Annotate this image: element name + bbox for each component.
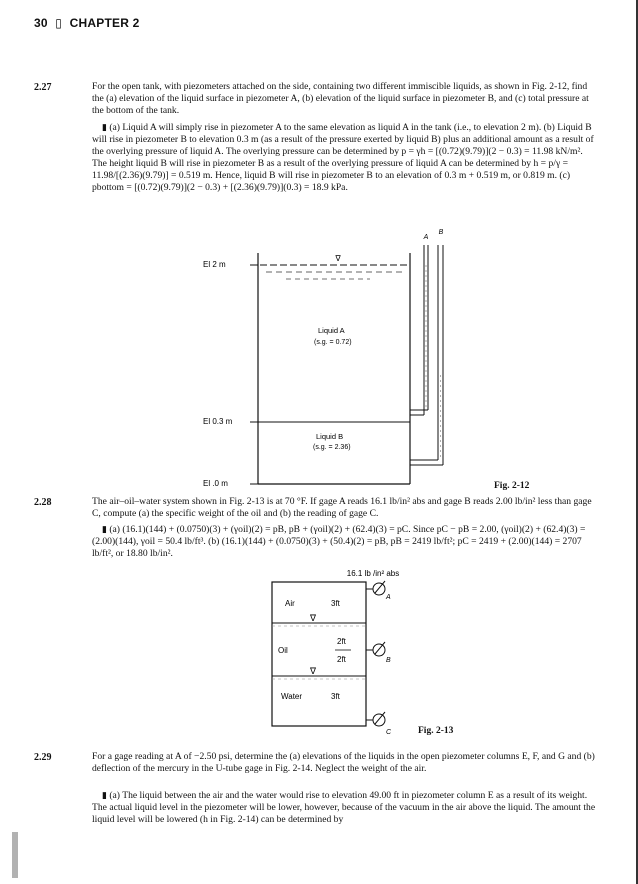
figure-2-13-label: Fig. 2-13	[418, 726, 454, 736]
piezometer-b-label: B	[438, 229, 444, 236]
solution-text: (a) The liquid between the air and the water would rise to elevation 49.00 ft in piezometer column E as a result of its weight. The actual liquid level in the piezometer will be lower, however, because of the vacuum in the air above the liquid. The amount the liquid level will be lowered (h in Fig. 2-14) can be determined by	[92, 790, 596, 825]
surface-symbol-icon: ∇	[335, 254, 341, 263]
chapter-title: CHAPTER 2	[69, 16, 140, 30]
gage-a-label: A	[386, 594, 391, 601]
oil-height-lower-label: 2ft	[337, 655, 346, 664]
elevation-0m-label: El .0 m	[203, 479, 228, 488]
scan-margin-mark	[12, 832, 18, 878]
solution-mark-icon: ▮	[102, 123, 107, 133]
problem-number-2-27: 2.27	[34, 82, 52, 93]
problem-number-2-28: 2.28	[34, 497, 52, 508]
problem-2-29-statement: For a gage reading at A of −2.50 psi, determine the (a) elevations of the liquids in the open piezometer columns E, F, and G and (b) deflection of the mercury in the U-tube gage in Fig. 2-14. Neglect the weight of the air.	[92, 751, 595, 774]
elevation-0-3m-label: El 0.3 m	[203, 417, 233, 426]
figure-2-12	[200, 225, 500, 490]
solution-text: (a) Liquid A will simply rise in piezometer A to the same elevation as liquid A in the tank (i.e., to elevation 2 m). (b) Liquid B will rise in piezometer B to elevation 0.3 m (as a result of the pressure exerted by liquid B) plus an additional amount as a result of the overlying pressure of liquid A. The overlying pressure can be determined by p = γh = [(0.72)(9.79)](2 − 0.3) = 11.98 kN/m². The height liquid B will rise in piezometer B as a result of the overlying pressure of liquid A can be determined by h = p/γ = 11.98/[(2.36)(9.79)] = 0.519 m. Hence, liquid B will rise in piezometer B to an elevation of 0.3 m + 0.519 m, or 0.819 m. (c) pbottom = [(0.72)(9.79)](2 − 0.3) + [(2.36)(9.79)](0.3) = 18.9 kPa.	[92, 122, 594, 193]
gage-a-reading: 16.1 lb /in² abs	[346, 569, 400, 578]
problem-2-27-solution	[92, 122, 596, 194]
elevation-2m-label: El 2 m	[203, 260, 226, 269]
gage-c-label: C	[386, 729, 392, 736]
solution-mark-icon: ▮	[102, 525, 107, 535]
figure-2-12-label: Fig. 2-12	[494, 481, 530, 491]
figure-2-12-drawing	[200, 225, 500, 490]
surface-symbol-icon: ∇	[309, 666, 317, 676]
page-header	[34, 16, 139, 30]
oil-height-upper-label: 2ft	[337, 637, 346, 646]
water-label: Water	[281, 692, 303, 701]
oil-label: Oil	[278, 646, 288, 655]
solution-text: (a) (16.1)(144) + (0.0750)(3) + (γoil)(2) = pB, pB + (γoil)(2) + (62.4)(3) = pC. Since pC − pB = 2.00, (γoil)(2) + (62.4)(3) = (2.00)(144), γoil = 50.4 lb/ft³. (b) (16.1)(144) + (0.0750)(3) + (50.4)(2) = pB, pB = 2419 lb/ft²; pC = 2419 + (2.00)(144) = 2707 lb/ft², or 18.80 lb/in².	[92, 524, 586, 559]
surface-symbol-icon: ∇	[309, 613, 317, 623]
water-height-label: 3ft	[331, 692, 340, 701]
page-number: 30	[34, 16, 48, 30]
problem-number-2-29: 2.29	[34, 752, 52, 763]
figure-2-13	[255, 566, 455, 740]
liquid-b-sg-label: (s.g. = 2.36)	[313, 444, 351, 451]
air-height-label: 3ft	[331, 599, 340, 608]
problem-2-29-solution	[92, 790, 596, 826]
problem-2-28-statement: The air–oil–water system shown in Fig. 2-13 is at 70 °F. If gage A reads 16.1 lb/in² abs and gage B reads 2.00 lb/in² less than gage C, compute (a) the specific weight of the oil and (b) the reading of gage C.	[92, 496, 592, 519]
liquid-a-sg-label: (s.g. = 0.72)	[314, 339, 352, 346]
liquid-a-label: Liquid A	[318, 326, 345, 335]
piezometer-a-label: A	[423, 234, 429, 241]
air-label: Air	[285, 599, 295, 608]
solution-mark-icon: ▮	[102, 791, 107, 801]
figure-2-13-drawing	[255, 566, 455, 740]
liquid-b-label: Liquid B	[316, 432, 344, 441]
header-separator-icon: ▯	[55, 16, 63, 30]
problem-2-27-statement: For the open tank, with piezometers attached on the side, containing two different immiscible liquids, as shown in Fig. 2-12, find the (a) elevation of the liquid surface in piezometer A, (b) elevation of the liquid surface in piezometer B, and (c) total pressure at the bottom of the tank.	[92, 81, 589, 116]
problem-2-28-solution	[92, 524, 596, 560]
gage-b-label: B	[386, 657, 391, 664]
